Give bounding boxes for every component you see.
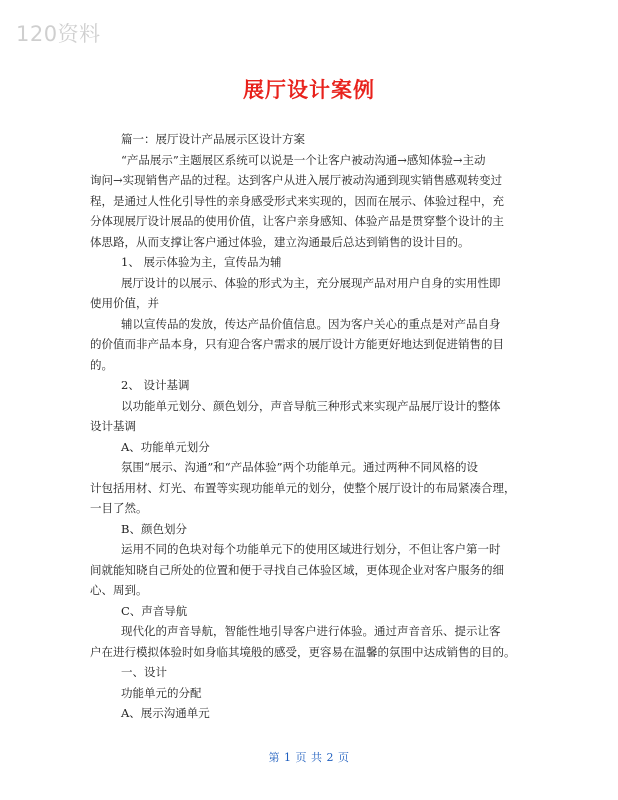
paragraph-line: 户在进行模拟体验时如身临其境般的感受，更容易在温馨的氛围中达成销售的目的。 xyxy=(90,645,516,659)
paragraph-line: 使用价值，并 xyxy=(90,296,159,310)
paragraph-line: 展厅设计的以展示、体验的形式为主，充分展现产品对用户自身的实用性即 xyxy=(121,276,501,290)
paragraph-line: 辅以宣传品的发放，传达产品价值信息。因为客户关心的重点是对产品自身 xyxy=(121,317,501,331)
sub-heading: A、功能单元划分 xyxy=(121,440,210,454)
section-heading: 一、设计 xyxy=(121,665,167,679)
paragraph-line: 氛围“展示、沟通”和“产品体验”两个功能单元。通过两种不同风格的设 xyxy=(121,460,479,474)
paragraph-line: 的。 xyxy=(90,358,113,372)
paragraph-line: 一目了然。 xyxy=(90,501,148,515)
sub-heading: B、颜色划分 xyxy=(121,522,187,536)
paragraph-line: 心、周到。 xyxy=(90,583,148,597)
paragraph-line: 功能单元的分配 xyxy=(121,686,202,700)
paragraph-line: 分体现展厅设计展品的使用价值，让客户亲身感知、体验产品是贯穿整个设计的主 xyxy=(90,214,504,228)
document-title: 展厅设计案例 xyxy=(243,78,375,102)
numbered-heading: 1、 展示体验为主，宣传品为辅 xyxy=(121,255,282,269)
watermark-logo: 120资料 xyxy=(16,22,101,46)
section-heading: 篇一：展厅设计产品展示区设计方案 xyxy=(121,132,305,146)
paragraph-line: 询问→实现销售产品的过程。达到客户从进入展厅被动沟通到现实销售感观转变过 xyxy=(90,173,503,187)
numbered-heading: 2、 设计基调 xyxy=(121,378,190,392)
sub-heading: C、声音导航 xyxy=(121,604,188,618)
paragraph-line: 间就能知晓自己所处的位置和便于寻找自己体验区域，更体现企业对客户服务的细 xyxy=(90,563,504,577)
page-number: 第 1 页 共 2 页 xyxy=(268,751,350,764)
paragraph-line: 现代化的声音导航，智能性地引导客户进行体验。通过声音音乐、提示让客 xyxy=(121,624,501,638)
paragraph-line: 运用不同的色块对每个功能单元下的使用区域进行划分，不但让客户第一时 xyxy=(121,542,501,556)
paragraph-line: 设计基调 xyxy=(90,419,136,433)
paragraph-line: 计包括用材、灯光、布置等实现功能单元的划分，使整个展厅设计的布局紧凑合理， xyxy=(90,481,516,495)
paragraph-line: 体思路，从而支撑让客户通过体验，建立沟通最后总达到销售的设计目的。 xyxy=(90,235,470,249)
paragraph-line: “产品展示”主题展区系统可以说是一个让客户被动沟通→感知体验→主动 xyxy=(121,153,486,167)
sub-heading: A、展示沟通单元 xyxy=(121,706,210,720)
paragraph-line: 的价值而非产品本身，只有迎合客户需求的展厅设计方能更好地达到促进销售的目 xyxy=(90,337,504,351)
paragraph-line: 以功能单元划分、颜色划分，声音导航三种形式来实现产品展厅设计的整体 xyxy=(121,399,501,413)
paragraph-line: 程，是通过人性化引导性的亲身感受形式来实现的，因而在展示、体验过程中，充 xyxy=(90,194,504,208)
